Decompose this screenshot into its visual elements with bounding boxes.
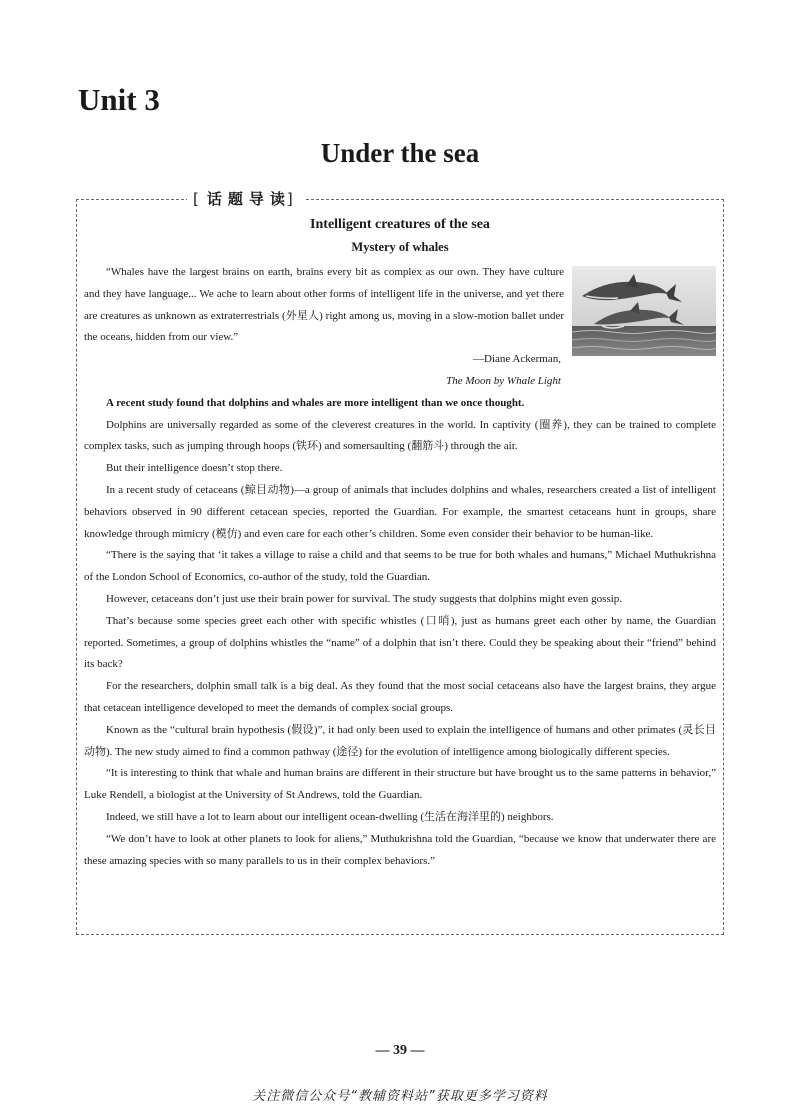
quote-block [84, 262, 716, 393]
lead-sentence: A recent study found that dolphins and whales are more intelligent than we once thought. [106, 396, 525, 409]
lesson-title: Under the sea [320, 138, 480, 168]
paragraph: “We don’t have to look at other planets to look for aliens,” Muthukrishna told the Guardian, “because we know that underwater there are these amazing species with so many parallels to us in their complex behaviors.” [84, 832, 716, 867]
paragraph: But their intelligence doesn’t stop there. [106, 462, 283, 475]
paragraph: For the researchers, dolphin small talk is a big deal. As they found that the most social cetaceans also have the largest brains, they argue that cetacean intelligence developed to meet the demands of complex social groups. [84, 680, 716, 714]
paragraph: “There is the saying that ‘it takes a village to raise a child and that seems to be true for both whales and humans,” Michael Muthukrishna of the London School of Economics, co-author of the study, told the Guardian. [84, 549, 716, 584]
unit-title: Unit 3 [78, 82, 160, 117]
paragraph: In a recent study of cetaceans (鲸目动物)—a group of animals that includes dolphins and whales, researchers created a list of intelligent behaviors observed in 90 different cetacean species, reported the Guardian. For example, the smartest cetaceans hunt in groups, share knowledge through mimicry (模仿) and even care for each other’s children. Some even consider their behavior to be human-like. [84, 483, 716, 540]
topic-tag: [ 话题导读 ] [187, 186, 305, 212]
paragraph: Dolphins are universally regarded as some of the cleverest creatures in the world. In captivity (圈养), they can be trained to complete complex tasks, such as jumping through hoops (铁环) and somersaulting (翻筋斗) through the air. [84, 418, 716, 453]
quote-source: The Moon by Whale Light [446, 374, 561, 387]
article-title: Intelligent creatures of the sea [310, 217, 490, 232]
reading-box [76, 190, 724, 935]
paragraph: Known as the “cultural brain hypothesis (假设)”, it had only been used to explain the intelligence of humans and other primates (灵长目动物). The new study aimed to find a common pathway (途径) for the evolution of intelligence among biologically different species. [84, 723, 716, 758]
paragraph: “It is interesting to think that whale and human brains are different in their structure but have brought us to the same patterns in behavior,” Luke Rendell, a biologist at the University of St Andrews, told the Guardian. [84, 767, 716, 802]
page-number: — 39 — [375, 1043, 425, 1058]
quote-author: —Diane Ackerman, [473, 353, 561, 366]
paragraph: However, cetaceans don’t just use their brain power for survival. The study suggests that dolphins might even gossip. [106, 592, 623, 605]
paragraph: That’s because some species greet each other with specific whistles (口哨), just as humans greet each other by name, the Guardian reported. Sometimes, a group of dolphins whistles the “name” of a dolphin that isn’t there. Could they be speaking about their “friend” behind its back? [84, 614, 716, 671]
article-subtitle: Mystery of whales [351, 240, 449, 254]
quote-text: “Whales have the largest brains on earth, brains every bit as complex as our own. They have culture and they have language... We ache to learn about other forms of intelligent life in the universe, and yet there are creatures as unknown as extraterrestrials (外星人) right among us, moving in a slow-motion ballet under the oceans, hidden from our view.” [84, 266, 564, 344]
paragraph: Indeed, we still have a lot to learn about our intelligent ocean-dwelling (生活在海洋里的) neighbors. [106, 810, 554, 823]
dolphin-photo [572, 266, 716, 356]
article [84, 214, 716, 872]
footer-note: 关注微信公众号“教辅资料站”获取更多学习资料 [252, 1089, 548, 1104]
